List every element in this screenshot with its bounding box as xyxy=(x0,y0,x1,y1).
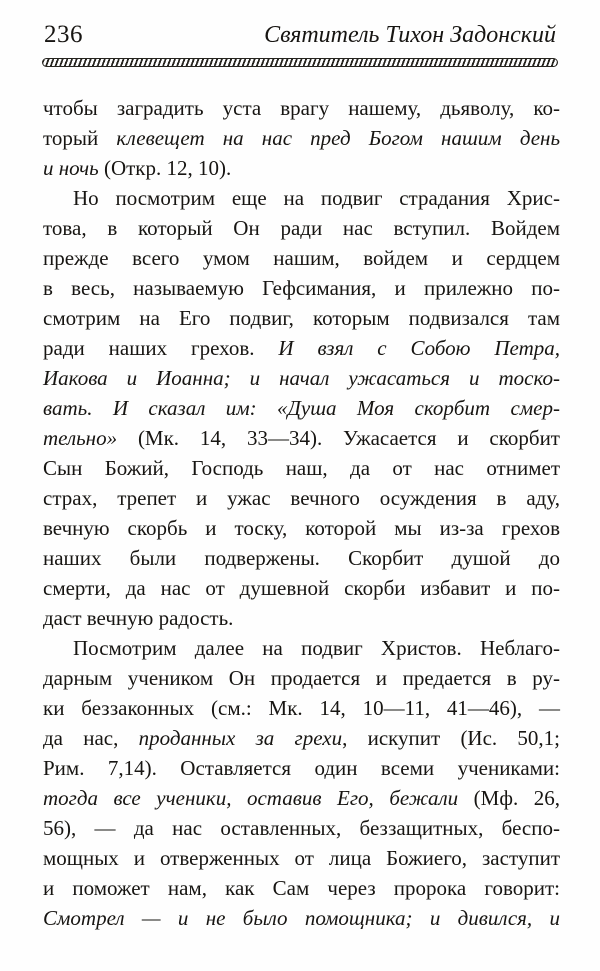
text-line xyxy=(43,543,560,573)
text-line xyxy=(43,393,560,423)
text-run: Иакова и Иоанна; и начал ужасаться и тоско- xyxy=(43,366,560,390)
text-run: Сын Божий, Господь наш, да от нас отнимет xyxy=(43,456,560,480)
text-run: смерти, да нас от душевной скорби избавит и по- xyxy=(43,576,560,600)
text-line xyxy=(43,423,560,453)
text-line xyxy=(43,363,560,393)
text-run: и ночь xyxy=(43,156,104,180)
text-line xyxy=(43,603,560,633)
text-line xyxy=(43,843,560,873)
text-run: ки беззаконных (см.: Мк. 14, 10—11, 41—46), — xyxy=(43,696,560,720)
text-run: дарным учеником Он продается и предается в ру- xyxy=(43,666,560,690)
text-run: наших были подвержены. Скорбит душой до xyxy=(43,546,560,570)
text-line xyxy=(43,243,560,273)
text-run: прежде всего умом нашим, войдем и сердцем xyxy=(43,246,560,270)
text-run: И взял с Собою Петра, xyxy=(278,336,560,360)
text-run: клевещет на нас пред Богом нашим день xyxy=(116,126,560,150)
text-line xyxy=(43,213,560,243)
text-run: торый xyxy=(43,126,117,150)
text-run: Рим. 7,14). Оставляется один всеми учениками: xyxy=(43,756,560,780)
text-run: проданных за грехи xyxy=(138,726,343,750)
text-run: Посмотрим далее на подвиг Христов. Неблаго- xyxy=(73,636,560,660)
text-run: мощных и отверженных от лица Божиего, заступит xyxy=(43,846,560,870)
text-line xyxy=(43,183,560,213)
page-body xyxy=(0,67,600,933)
text-run: в весь, называемую Гефсимания, и прилежно по- xyxy=(43,276,560,300)
text-run: даст вечную радость. xyxy=(43,606,234,630)
page-header xyxy=(0,0,600,49)
text-line xyxy=(43,633,560,663)
text-line xyxy=(43,573,560,603)
text-run: страх, трепет и ужас вечного осуждения в аду, xyxy=(43,486,560,510)
text-run: вечную скорбь и тоску, которой мы из-за грехов xyxy=(43,516,560,540)
text-run: Смотрел — и не было помощника; и дивился, и xyxy=(43,906,560,930)
text-line xyxy=(43,873,560,903)
running-title: Святитель Тихон Задонский xyxy=(264,22,556,48)
text-line xyxy=(43,153,560,183)
text-line xyxy=(43,513,560,543)
text-run: и поможет нам, как Сам через пророка говорит: xyxy=(43,876,560,900)
text-run: да нас, xyxy=(43,726,139,750)
text-run: 56), — да нас оставленных, беззащитных, беспо- xyxy=(43,816,560,840)
text-line xyxy=(43,783,560,813)
text-line xyxy=(43,123,560,153)
text-run: това, в который Он ради нас вступил. Войдем xyxy=(43,216,560,240)
text-run: (Мк. 14, 33—34). Ужасается и скорбит xyxy=(117,426,560,450)
text-line xyxy=(43,303,560,333)
text-run: вать. И сказал им: «Душа Моя скорбит смер- xyxy=(43,396,560,420)
text-run: тогда все ученики, оставив Его, бежали xyxy=(43,786,459,810)
text-line xyxy=(43,333,560,363)
text-line xyxy=(43,273,560,303)
text-line xyxy=(43,663,560,693)
text-run: смотрим на Его подвиг, которым подвизался там xyxy=(43,306,560,330)
text-line xyxy=(43,723,560,753)
text-line xyxy=(43,93,560,123)
text-run: Но посмотрим еще на подвиг страдания Хрис- xyxy=(73,186,560,210)
text-run: (Откр. 12, 10). xyxy=(103,156,232,180)
text-line xyxy=(43,483,560,513)
text-line xyxy=(43,813,560,843)
page-number: 236 xyxy=(44,21,83,48)
text-run: , искупит (Ис. 50,1; xyxy=(342,726,560,750)
text-line xyxy=(43,903,560,933)
text-run: ради наших грехов. xyxy=(43,336,279,360)
rope-divider xyxy=(42,58,558,67)
text-line xyxy=(43,753,560,783)
text-line xyxy=(43,453,560,483)
text-run: чтобы заградить уста врагу нашему, дьяволу, ко- xyxy=(43,96,560,120)
text-line xyxy=(43,693,560,723)
text-run: тельно» xyxy=(43,426,118,450)
text-run: (Мф. 26, xyxy=(458,786,561,810)
